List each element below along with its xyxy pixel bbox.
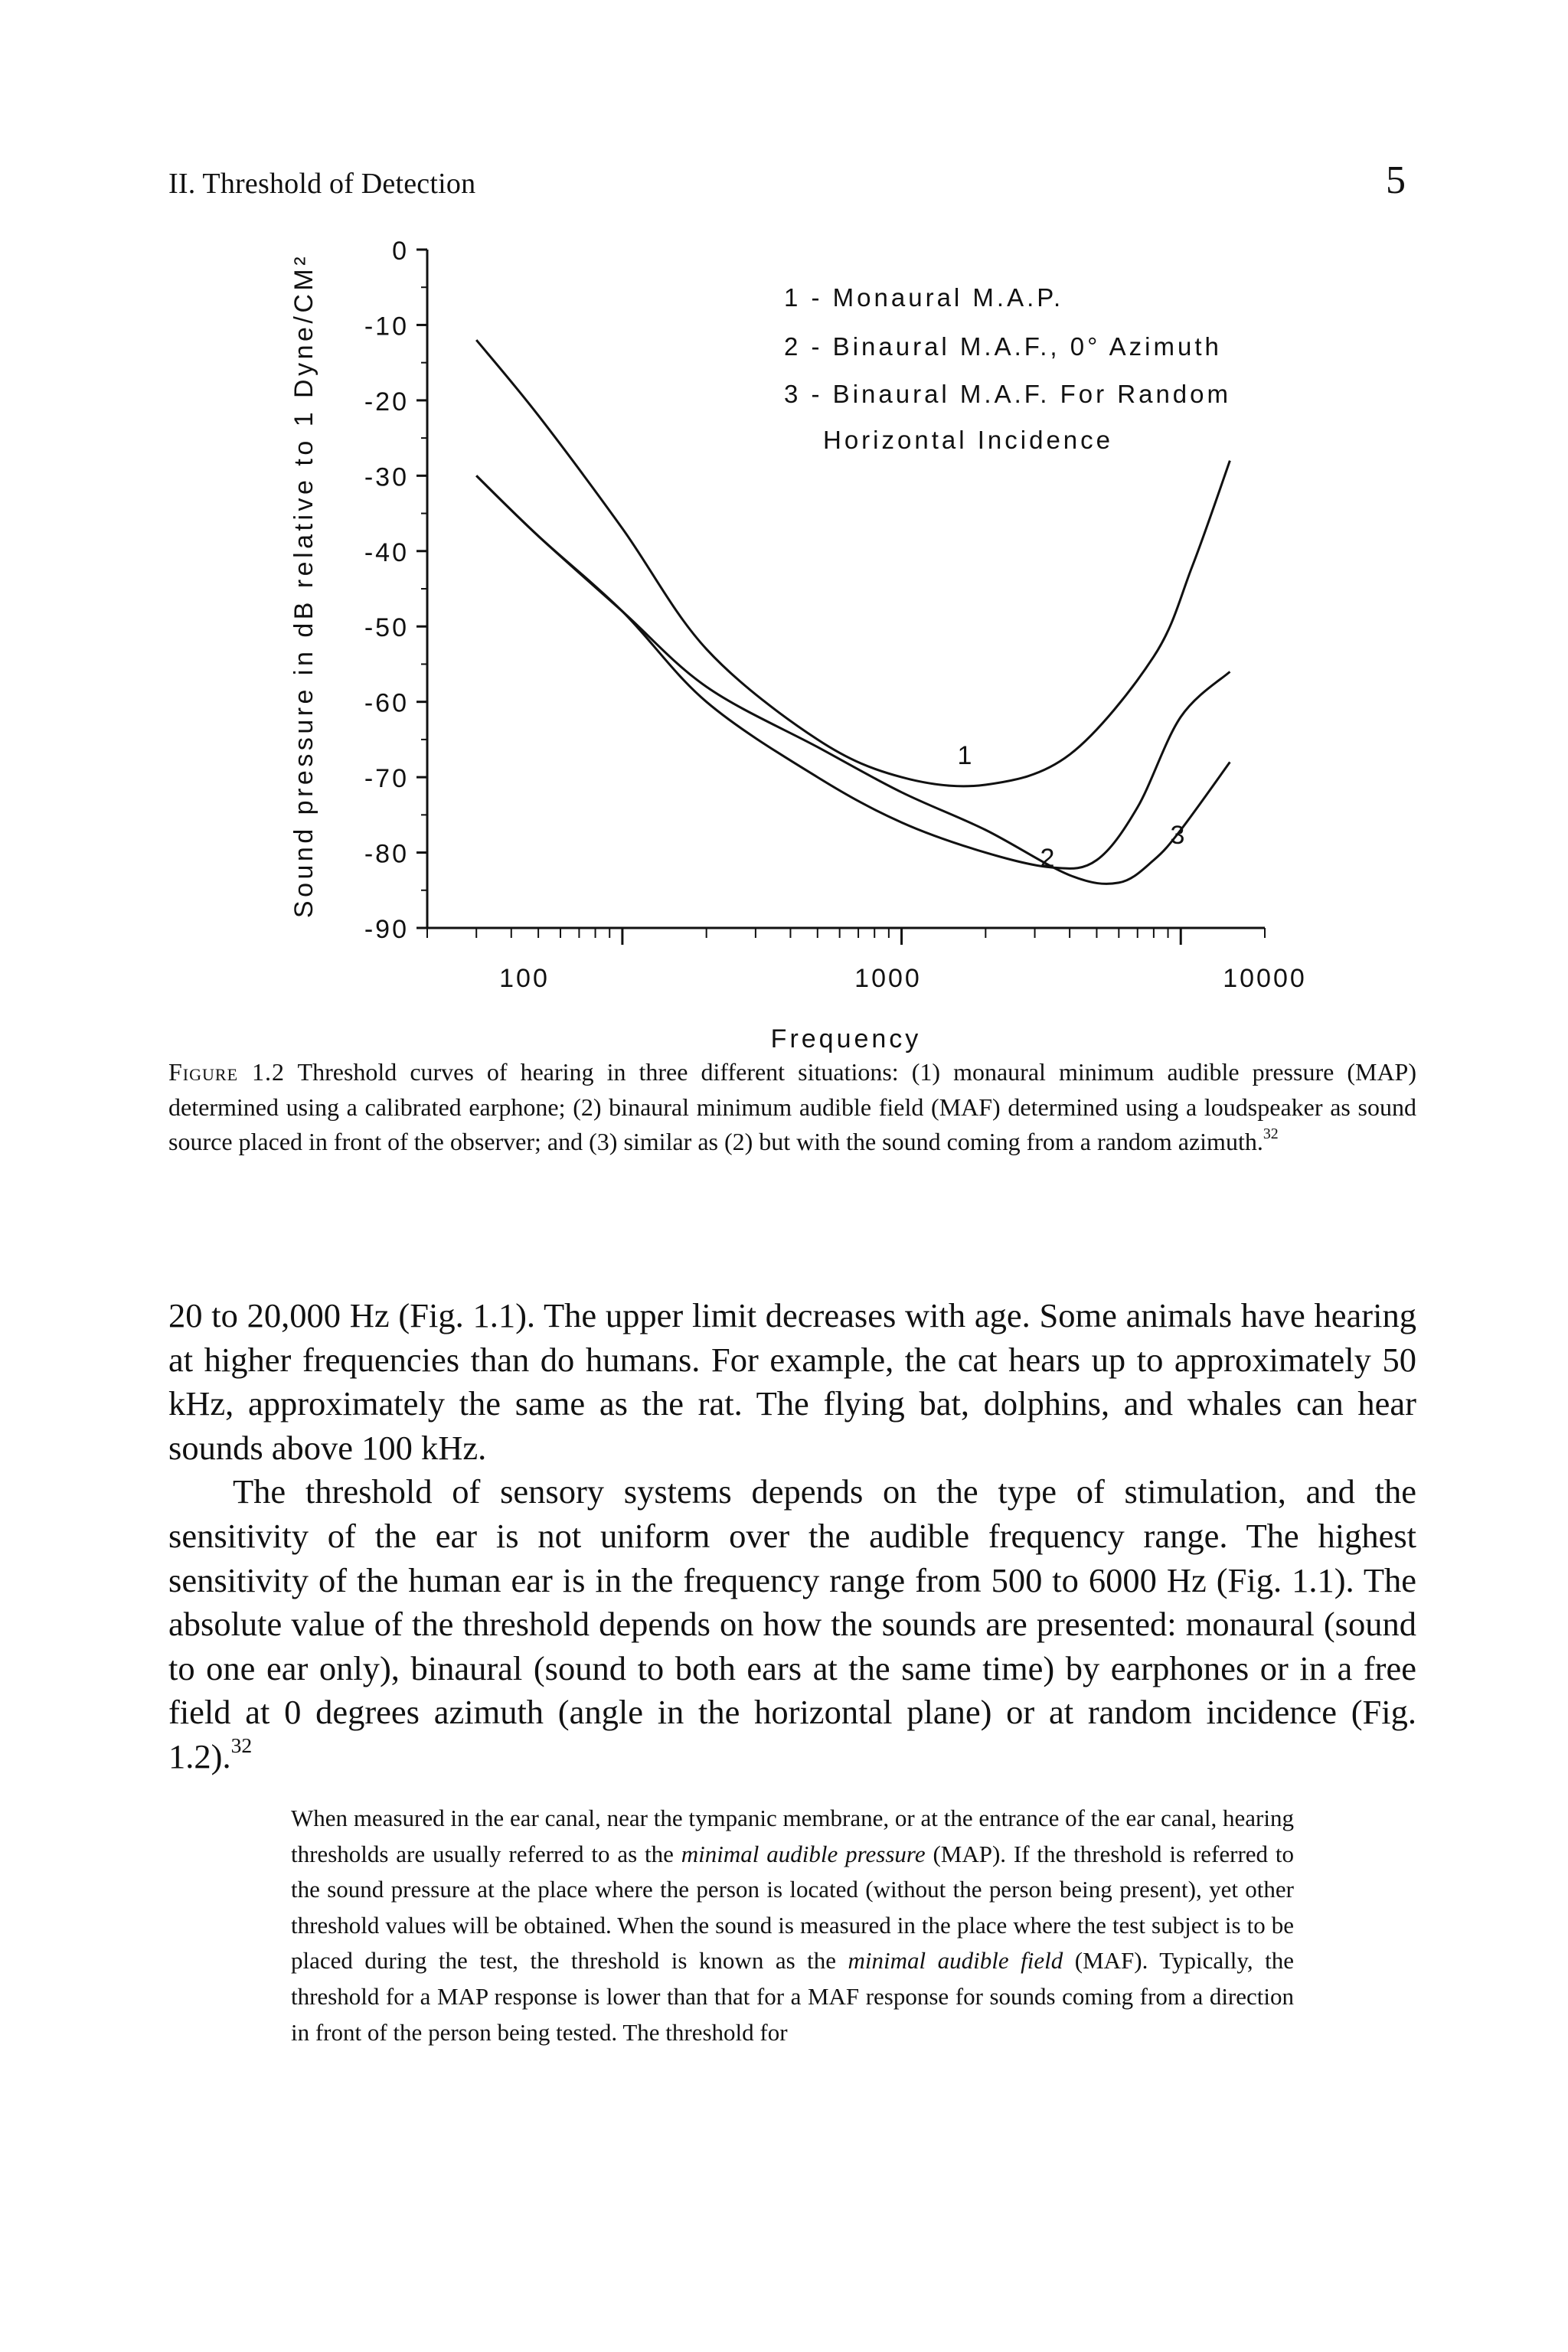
note-paragraph xyxy=(291,1801,1294,2050)
y-tick-label: 0 xyxy=(392,237,409,266)
x-axis-title: Frequency xyxy=(770,1024,922,1054)
x-tick-label: 1000 xyxy=(854,964,922,993)
y-tick-label: -80 xyxy=(364,839,409,869)
note-term-map: minimal audible pressure xyxy=(681,1840,926,1867)
note-term-maf: minimal audible field xyxy=(848,1947,1063,1975)
y-tick-label: -40 xyxy=(364,537,409,567)
caption-text: Threshold curves of hearing in three different situations: (1) monaural minimum audible pressure (MAP) determined using a calibrated earphone; (2) binaural minimum audible field (MAF) determined using a loudspeaker as sound source placed in front of the observer; and (3) similar as (2) but with the sound coming from a random azimuth. xyxy=(168,1058,1417,1155)
note-text-2: (MAP). If the threshold is referred to the sound pressure at the place where the person is located (without the person being present), yet other threshold values will be obtained. When the sound is measured in the place where the test subject is to be placed during the test, the threshold is known as the xyxy=(291,1840,1295,1975)
body-text xyxy=(168,1294,1416,1779)
caption-label: Figure 1.2 xyxy=(168,1058,286,1086)
y-tick-label: -20 xyxy=(364,387,409,416)
page-number: 5 xyxy=(1386,158,1406,202)
y-tick-label: -60 xyxy=(364,688,409,718)
x-tick-label: 10000 xyxy=(1223,964,1307,993)
body-paragraph-2-text: The threshold of sensory systems depends on the type of stimulation, and the sensitivity of the ear is not uniform over the audible frequency range. The highest sensitivity of the human ear is in the frequency range from 500 to 6000 Hz (Fig. 1.1). The absolute value of the threshold depends on how the sounds are presented: monaural (sound to one ear only), binaural (sound to both ears at the same time) by earphones or in a free field at 0 degrees azimuth (angle in the horizontal plane) or at random incidence (Fig. 1.2). xyxy=(168,1472,1416,1775)
caption-ref: 32 xyxy=(1263,1125,1279,1143)
y-tick-label: -50 xyxy=(364,613,409,643)
legend-entry: 1 - Monaural M.A.P. xyxy=(784,283,1064,312)
y-tick-label: -90 xyxy=(364,915,409,944)
running-head: II. Threshold of Detection xyxy=(168,168,476,200)
threshold-curve-3 xyxy=(476,475,1230,884)
threshold-chart xyxy=(0,0,1568,1057)
figure-caption xyxy=(168,1055,1416,1160)
definition-note xyxy=(291,1801,1294,2050)
y-tick-label: -30 xyxy=(364,462,409,492)
threshold-curve-2 xyxy=(476,475,1230,868)
y-axis-title: Sound pressure in dB relative to 1 Dyne/CM² xyxy=(289,253,318,919)
curve-label-2: 2 xyxy=(1040,844,1055,873)
body-paragraph-2 xyxy=(168,1470,1416,1779)
body-paragraph-2-ref: 32 xyxy=(230,1733,253,1757)
note-text-1: When measured in the ear canal, near the tympanic membrane, or at the entrance of the ear canal, hearing thresholds are usually referred to as the xyxy=(291,1805,1294,1867)
legend-entry: Horizontal Incidence xyxy=(823,426,1113,454)
body-paragraph-1: 20 to 20,000 Hz (Fig. 1.1). The upper limit decreases with age. Some animals have hearing at higher frequencies than do humans. For example, the cat hears up to approximately 50 kHz, approximately the same as the rat. The flying bat, dolphins, and whales can hear sounds above 100 kHz. xyxy=(168,1296,1416,1467)
curve-label-3: 3 xyxy=(1170,821,1185,850)
legend-entry: 2 - Binaural M.A.F., 0° Azimuth xyxy=(784,332,1222,361)
legend-entry: 3 - Binaural M.A.F. For Random xyxy=(784,380,1231,408)
x-tick-label: 100 xyxy=(499,964,550,993)
y-tick-label: -70 xyxy=(364,764,409,794)
curve-label-1: 1 xyxy=(957,741,972,770)
note-text-3: (MAF). Typically, the threshold for a MAP response is lower than that for a MAF response for sounds coming from a direction in front of the person being tested. The threshold for xyxy=(291,1947,1295,2046)
y-tick-label: -10 xyxy=(364,312,409,341)
